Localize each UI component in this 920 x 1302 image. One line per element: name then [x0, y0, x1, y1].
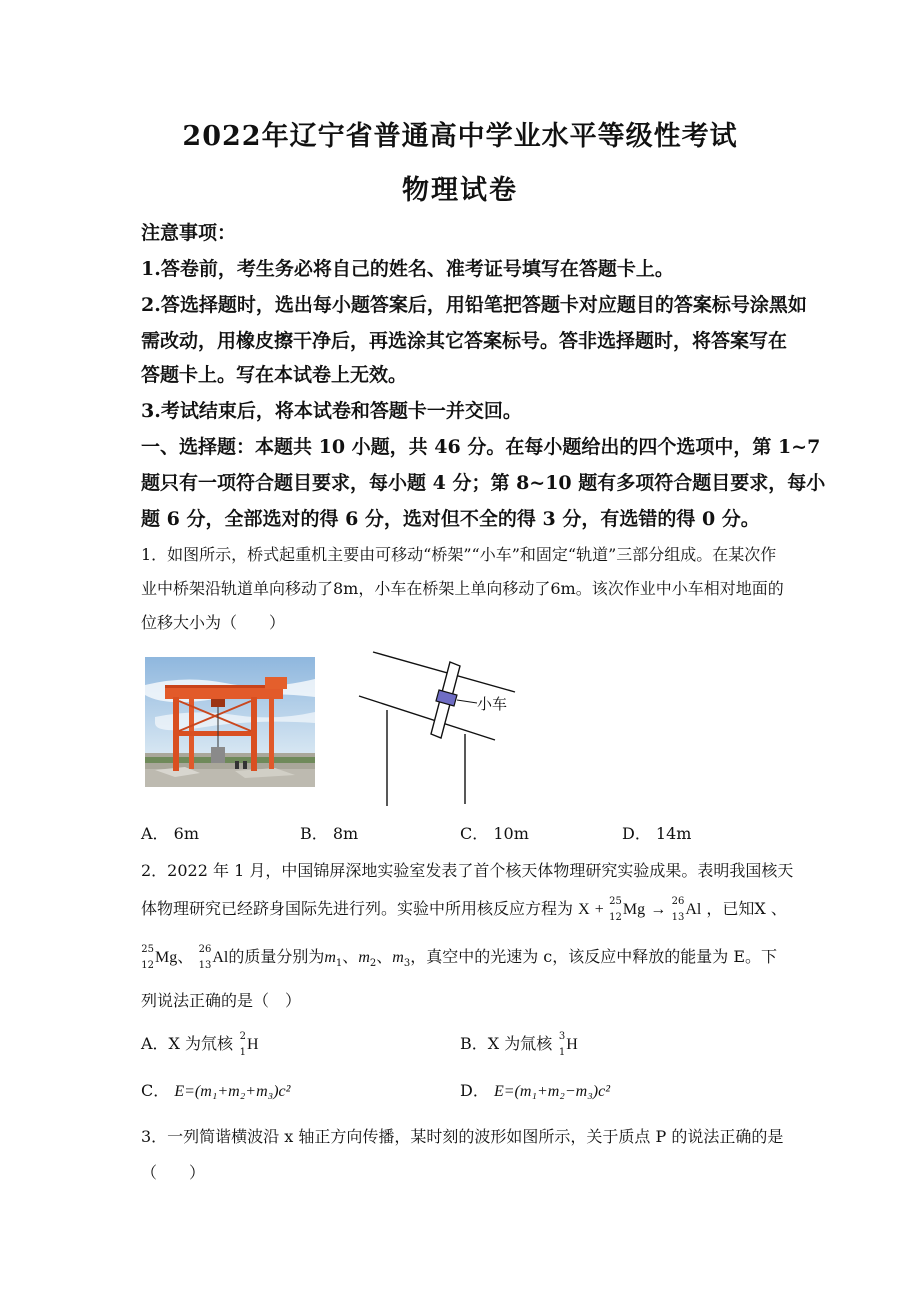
q2-line-3 [141, 944, 777, 970]
q2-mg-2: Mg [155, 949, 178, 966]
mg-atomic-number-2: 12 [141, 959, 154, 971]
mg-mass-number-2: 25 [141, 943, 154, 955]
q2-option-d [460, 1078, 610, 1101]
q2-al-2: Al [212, 949, 229, 966]
q2-option-b-z: 1 [558, 1046, 566, 1058]
m2: m [358, 949, 370, 966]
q2-eq-mg: Mg [622, 901, 646, 918]
notice-heading: 注意事项： [141, 222, 237, 244]
mg-mass-number: 25 [609, 895, 622, 907]
q2-masses-pre: 的质量分别为 [228, 947, 325, 966]
q2-option-b-text: B．X 为氚核 [460, 1034, 553, 1053]
q1-line-3: 位移大小为（ ） [141, 613, 286, 632]
mg-nuclide-numbers-2 [141, 943, 155, 971]
al-atomic-number-2: 13 [198, 959, 212, 971]
m2-sub: 2 [369, 958, 377, 970]
q2-option-d-label: D． [460, 1081, 489, 1100]
mg-nuclide-numbers [609, 895, 623, 923]
crane-schematic [355, 648, 530, 808]
q2-option-a-nuclide-numbers [233, 1030, 247, 1058]
q1-line-2: 业中桥架沿轨道单向移动了8m，小车在桥架上单向移动了6m。该次作业中小车相对地面的 [141, 579, 784, 598]
q3-line-2: （ ） [141, 1163, 206, 1182]
q2-option-a-z: 1 [239, 1046, 247, 1058]
notice-item-3: 3.考试结束后，将本试卷和答题卡一并交回。 [141, 400, 522, 422]
q2-option-a-mass: 2 [239, 1030, 247, 1042]
notice-item-2-line-2: 需改动，用橡皮擦干净后，再选涂其它答案标号。答非选择题时，将答案写在 [141, 330, 788, 352]
q2-sep-3: 、 [376, 947, 393, 966]
section-1-line-3: 题 6 分，全部选对的得 6 分，选对但不全的得 3 分，有选错的得 0 分。 [141, 508, 760, 530]
q2-line-1: 2．2022 年 1 月，中国锦屏深地实验室发表了首个核天体物理研究实验成果。表明我国核天 [141, 861, 794, 880]
q2-option-b-symbol: H [566, 1036, 578, 1053]
q2-eq-al: Al [685, 901, 702, 918]
q2-option-a-symbol: H [247, 1036, 259, 1053]
q2-option-c-label: C． [141, 1081, 170, 1100]
q1-option-d: D． 14m [622, 824, 692, 843]
crane-schematic-drawing [355, 648, 530, 808]
m1: m [324, 949, 336, 966]
q2-sep-1: 、 [177, 947, 194, 966]
cart-label: 小车 [477, 695, 508, 713]
q2-eq-plus: + [594, 901, 604, 918]
m3: m [392, 949, 404, 966]
q2-eq-arrow: → [650, 901, 667, 918]
q2-option-b [460, 1031, 578, 1057]
al-nuclide-numbers [671, 895, 685, 923]
q2-sep-2: 、 [342, 947, 359, 966]
mg-atomic-number: 12 [609, 911, 622, 923]
m1-sub: 1 [335, 958, 343, 970]
q2-option-c-formula: E=(m₁+m₂+m₃)c² [174, 1083, 291, 1100]
q2-option-c [141, 1078, 290, 1101]
q2-option-d-formula: E=(m₁+m₂−m₃)c² [493, 1083, 611, 1100]
q2-line-2-text: 体物理研究已经跻身国际先进行列。实验中所用核反应方程为 [141, 899, 574, 918]
section-1-line-1: 一、选择题：本题共 10 小题，共 46 分。在每小题给出的四个选项中，第 1~7 [141, 436, 821, 458]
notice-item-1: 1.答卷前，考生务必将自己的姓名、准考证号填写在答题卡上。 [141, 258, 674, 280]
al-mass-number-2: 26 [198, 943, 212, 955]
q2-option-b-nuclide-numbers [552, 1030, 566, 1058]
q2-line-2-end: ，已知X 、 [706, 899, 787, 918]
al-mass-number: 26 [671, 895, 685, 907]
q3-line-1: 3．一列简谐横波沿 x 轴正方向传播，某时刻的波形如图所示，关于质点 P 的说法正确的是 [141, 1127, 784, 1146]
crane-photo [145, 657, 315, 787]
q2-option-a-text: A．X 为氘核 [141, 1034, 234, 1053]
q1-option-b: B． 8m [300, 824, 359, 843]
q2-option-a [141, 1031, 259, 1057]
exam-title: 2022年辽宁省普通高中学业水平等级性考试 [182, 121, 738, 152]
q1-option-a: A． 6m [141, 824, 199, 843]
q1-line-1: 1．如图所示，桥式起重机主要由可移动“桥架”“小车”和固定“轨道”三部分组成。在某次作 [141, 545, 777, 564]
q2-option-b-mass: 3 [558, 1030, 566, 1042]
q1-option-c: C． 10m [460, 824, 529, 843]
notice-item-2-line-1: 2.答选择题时，选出每小题答案后，用铅笔把答题卡对应题目的答案标号涂黑如 [141, 294, 807, 316]
section-1-line-2: 题只有一项符合题目要求，每小题 4 分；第 8~10 题有多项符合题目要求，每小 [141, 472, 826, 494]
crane-photo-drawing [145, 657, 315, 787]
q2-line-2 [141, 896, 787, 922]
notice-item-2-line-3: 答题卡上。写在本试卷上无效。 [141, 364, 408, 386]
exam-subtitle: 物理试卷 [402, 175, 518, 206]
q2-eq-x: X [578, 901, 590, 918]
al-nuclide-numbers-2 [198, 943, 212, 971]
q2-line-3-end: ，真空中的光速为 c，该反应中释放的能量为 E。下 [410, 947, 778, 966]
m3-sub: 3 [403, 958, 411, 970]
al-atomic-number: 13 [671, 911, 685, 923]
q2-line-4: 列说法正确的是（ ） [141, 991, 302, 1010]
